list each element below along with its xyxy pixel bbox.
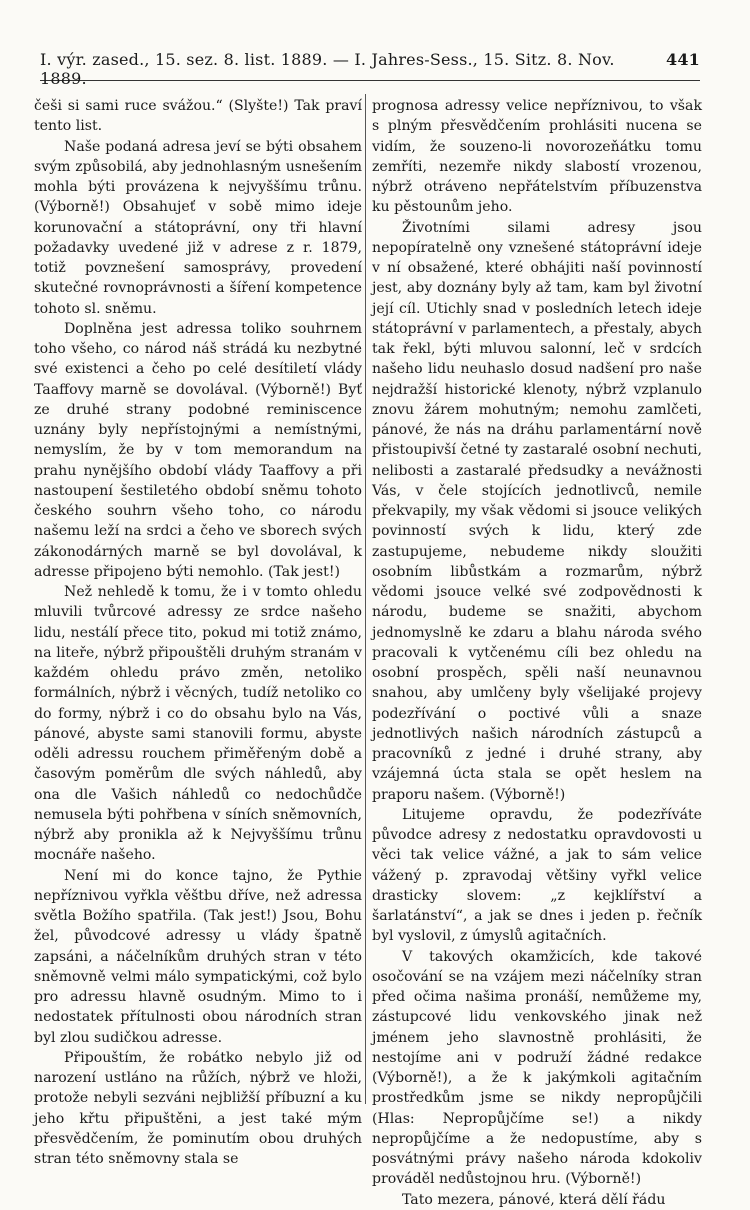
- paragraph: Než nehledě k tomu, že i v tomto ohledu mluvili tvůrcové adressy ze srdce našeho lidu, nestálí přece tito, pokud mi totiž známo, na liteře, nýbrž připouštěli druhým stranám v každém ohledu právo změn, netoliko formálních, nýbrž i věcných, tudíž netoliko co do formy, nýbrž i co do obsahu bylo na Vás, pánové, abyste sami stanovili formu, abyste oděli adressu rouchem přiměřeným době a časovým poměrům dle svých náhledů, aby ona dle Vašich náhledů co nedochůdče nemusela býti pohřbena v síních sněmovních, nýbrž aby pronikla až k Nejvyššímu trůnu mocnáře našeho.: [34, 584, 362, 864]
- paragraph: Životními silami adresy jsou nepopíratelně ony vznešené státoprávní ideje v ní obsažené, které obhájiti naší povinností jest, aby doznány byly až tam, kam byl životní její cíl. Utichly snad v posledních letech ideje státoprávní v parlamentech, a přestaly, abych tak řekl, býti mluvou salonní, leč v srdcích našeho lidu neuhaslo dosud nadšení pro naše nejdražší historické klenoty, nýbrž vzplanulo znovu žárem mohutným; nemohu zamlčeti, pánové, že nás na dráhu parlamentární nově přistoupivší četné ty zastaralé osobní nechuti, nelibosti a zastaralé předsudky a nevážnosti Vás, v čele stojících jednotlivců, nemile překvapily, my však vědomi si jsouce velikých povinností svých k lidu, který zde zastupujeme, nebudeme nikdy sloužiti osobním libůstkám a rozmarům, nýbrž vědomi jsouce velké své zodpovědnosti k národu, budeme se snažiti, abychom jednomyslně ke zdaru a blahu národa svého pracovali k vytčenému cíli bez ohledu na osobní prospěch, spěli naší neunavnou snahou, aby umlčeny byly všelijaké projevy podezřívání o poctivé vůli a snaze jednotlivých našich národních zástupců a pracovníků z jedné i druhé strany, aby vzájemná úcta stala se opět heslem na praporu našem. (Výborně!): [372, 219, 702, 803]
- paragraph: češi si sami ruce svážou.“ (Slyšte!) Tak praví tento list.: [34, 98, 362, 135]
- paragraph: Není mi do konce tajno, že Pythie nepříznivou vyřkla věštbu dříve, než adressa světla Božího spatřila. (Tak jest!) Jsou, Bohu žel, původcové adressy u vlády špatně zapsáni, a náčelníkům druhých stran v této sněmovně velmi málo sympatickými, což bylo pro adressu hlavně osudným. Mimo to i nedostatek přítulnosti obou národních stran byl zlou sudičkou adresse.: [34, 867, 362, 1046]
- running-head: I. výr. zased., 15. sez. 8. list. 1889. — I. Jahres-Sess., 15. Sitz. 8. Nov. 1889.: [40, 50, 615, 88]
- paragraph: V takových okamžicích, kde takové osočování se na vzájem mezi náčelníky stran před očima našima pronáší, nemůžeme my, zástupcové lidu venkovského jinak než jménem jeho slavnostně prohlásiti, že nestojíme ani v podruží žádné redakce (Výborně!), a že k jakýmkoli agitačním prostředkům jsme se nikdy nepropůjčili (Hlas: Nepropůjčíme se!) a nikdy nepropůjčíme a že nedopustíme, aby s posvátnými právy našeho národa kdokoliv prováděl nedůstojnou hru. (Výborně!): [372, 948, 702, 1188]
- column-divider: [365, 94, 366, 1104]
- left-column: [34, 96, 362, 1169]
- page-number: 441: [666, 50, 700, 69]
- paragraph: Doplněna jest adressa toliko souhrnem toho všeho, co národ náš strádá ku nezbytné své existenci a čeho po celé desítiletí vlády Taaffovy marně se dovolával. (Výborně!) Byť ze druhé strany podobné reminiscence uznány byly nepřístojnými a nemístnými, nemyslím, že by v tom memorandum na prahu nynějšího období vlády Taaffovy a při nastoupení šestiletého období sněmu tohoto českého souhrn všeho toho, co národu našemu leží na srdci a čeho ve sborech svých zákonodárných marně se byl dovolával, k adresse připojeno býti nemohlo. (Tak jest!): [34, 320, 362, 580]
- paragraph: prognosa adressy velice nepříznivou, to však s plným přesvědčením prohlásiti nucena se vidím, že souzeno-li novorozeňátku tomu zemříti, nezemře nikdy slabostí vrozenou, nýbrž otráveno nepřátelstvím příbuzenstva ku pěstounům jeho.: [372, 98, 702, 216]
- paragraph: Litujeme opravdu, že podezříváte původce adresy z nedostatku opravdovosti u věci tak velice vážné, a jak to sám velice vážený p. zpravodaj většiny vyřkl velice drasticky slovem: „z kejklířství a šarlatánství“, a jak se dnes i jeden p. řečník byl vyslovil, z úmyslů agitačních.: [372, 806, 702, 945]
- paragraph: Naše podaná adresa jeví se býti obsahem svým způsobilá, aby jednohlasným usnešením mohla býti provázena k nejvyššímu trůnu. (Výborně!) Obsahujeť v sobě mimo ideje korunovační a státoprávní, ony tři hlavní požadavky uvedené již v adrese z r. 1879, totiž povznešení samosprávy, provedení skutečné rovnoprávnosti a šíření kompetence tohoto sl. sněmu.: [34, 138, 362, 317]
- page-header: [40, 50, 700, 88]
- paragraph: Tato mezera, pánové, která dělí řádu: [402, 1191, 666, 1208]
- paragraph: Připouštím, že robátko nebylo již od narození ustláno na růžích, nýbrž ve hloži, protože nebyli sezváni nejbližší příbuzní a ku jeho křtu připuštěni, a jest také mým přesvědčením, že pominutím obou druhých stran této sněmovny stala se: [34, 1049, 362, 1167]
- right-column: [372, 96, 702, 1210]
